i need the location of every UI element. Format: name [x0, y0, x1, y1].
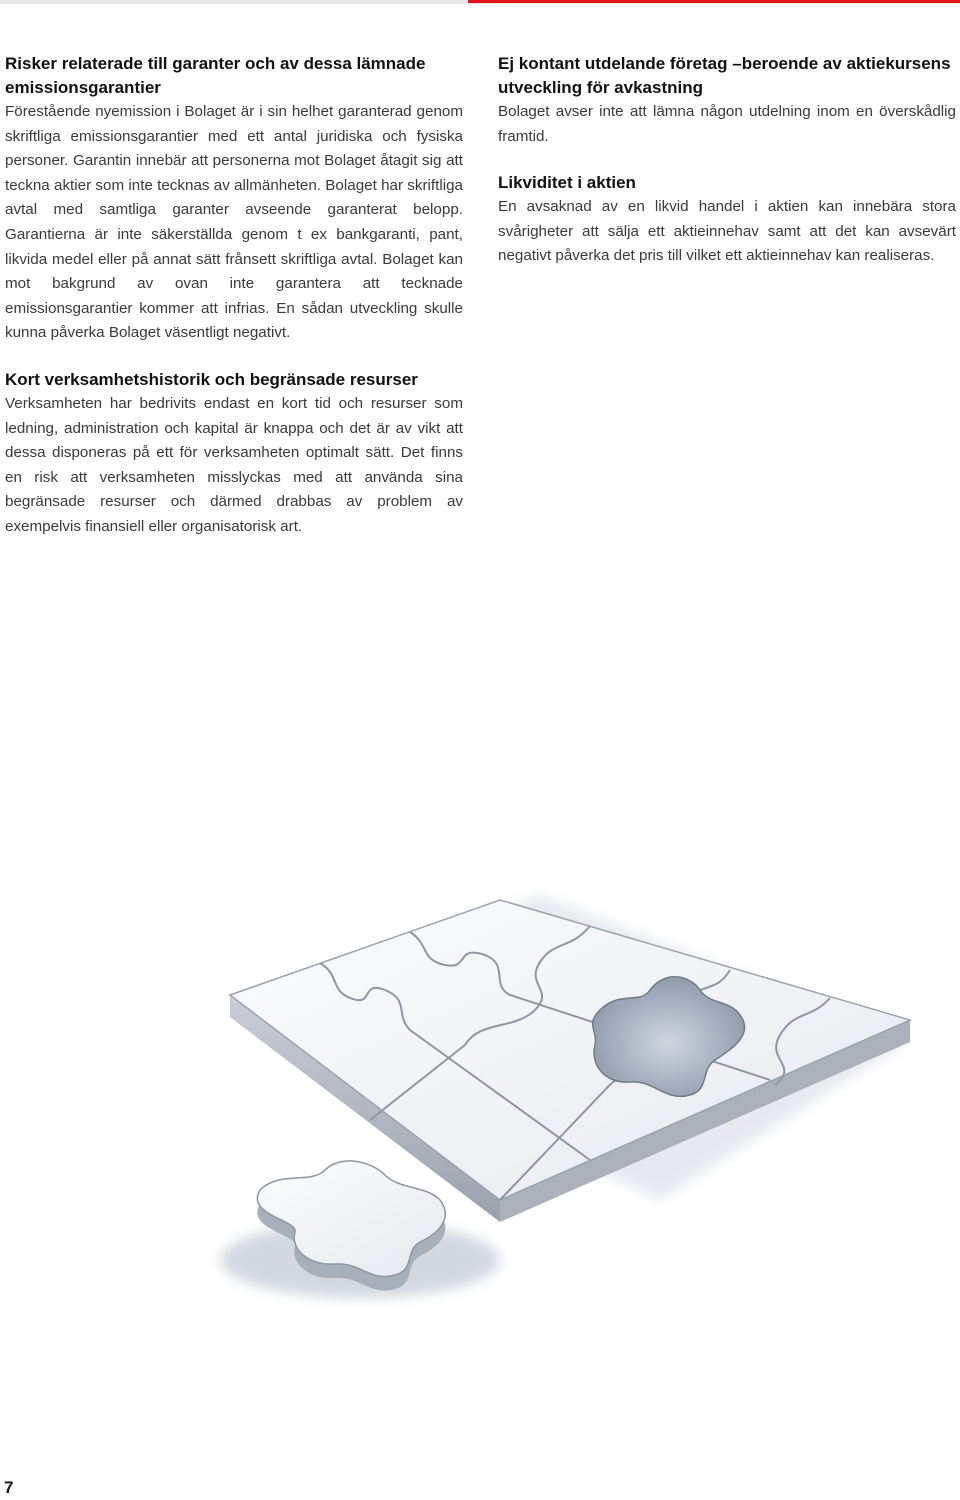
section-heading: Kort verksamhetshistorik och begränsade resurser: [5, 369, 418, 389]
top-rule: [0, 0, 960, 4]
section-heading: Ej kontant utdelande företag –beroende av aktiekursens utveckling för avkastning: [498, 54, 951, 97]
section-liquidity: [498, 171, 956, 269]
section-body: Verksamheten har bedrivits endast en kort tid och resurser som ledning, administration och kapital är knappa och det är av vikt att dessa disponeras på ett för verksamheten optimalt sätt. Det finns en risk att verksamheten misslyckas med att använda sina begränsade resurser och därmed drabbas av problem av exempelvis finansiell eller organisatorisk art.: [5, 394, 463, 535]
section-no-dividend: [498, 52, 956, 149]
board-top: [230, 900, 910, 1200]
section-heading: Likviditet i aktien: [498, 173, 636, 193]
section-guarantor-risk: [5, 52, 463, 346]
right-column: [498, 52, 956, 291]
puzzle-icon: [210, 870, 930, 1330]
section-body: Förestående nyemission i Bolaget är i sin helhet garanterad genom skriftliga emissionsgarantier med ett antal juridiska och fysiska personer. Garantin innebär att personerna mot Bolaget åtagit sig att teckna aktier som inte tecknas av allmänheten. Bolaget har skriftliga avtal med samtliga garanter avseende garanterat belopp. Garantierna är inte säkerställda genom t ex bankgaranti, pant, likvida medel eller på annat sätt frånsett skriftliga avtal. Bolaget kan mot bakgrund av ovan inte garantera att tecknade emissionsgarantier kommer att infrias. En sådan utveckling skulle kunna påverka Bolaget väsentligt negativt.: [5, 103, 463, 342]
puzzle-illustration: [210, 870, 930, 1330]
section-heading: Risker relaterade till garanter och av dessa lämnade emissionsgarantier: [5, 54, 426, 97]
section-short-history: [5, 368, 463, 540]
page-number: 7: [4, 1478, 14, 1497]
section-body: Bolaget avser inte att lämna någon utdelning inom en överskådlig framtid.: [498, 103, 956, 145]
section-body: En avsaknad av en likvid handel i aktien kan innebära stora svårigheter att sälja ett aktieinnehav samt att det kan avsevärt negativt påverka det pris till vilket ett aktieinnehav kan realiseras.: [498, 198, 956, 265]
top-accent-line: [468, 0, 960, 3]
left-column: [5, 52, 463, 562]
